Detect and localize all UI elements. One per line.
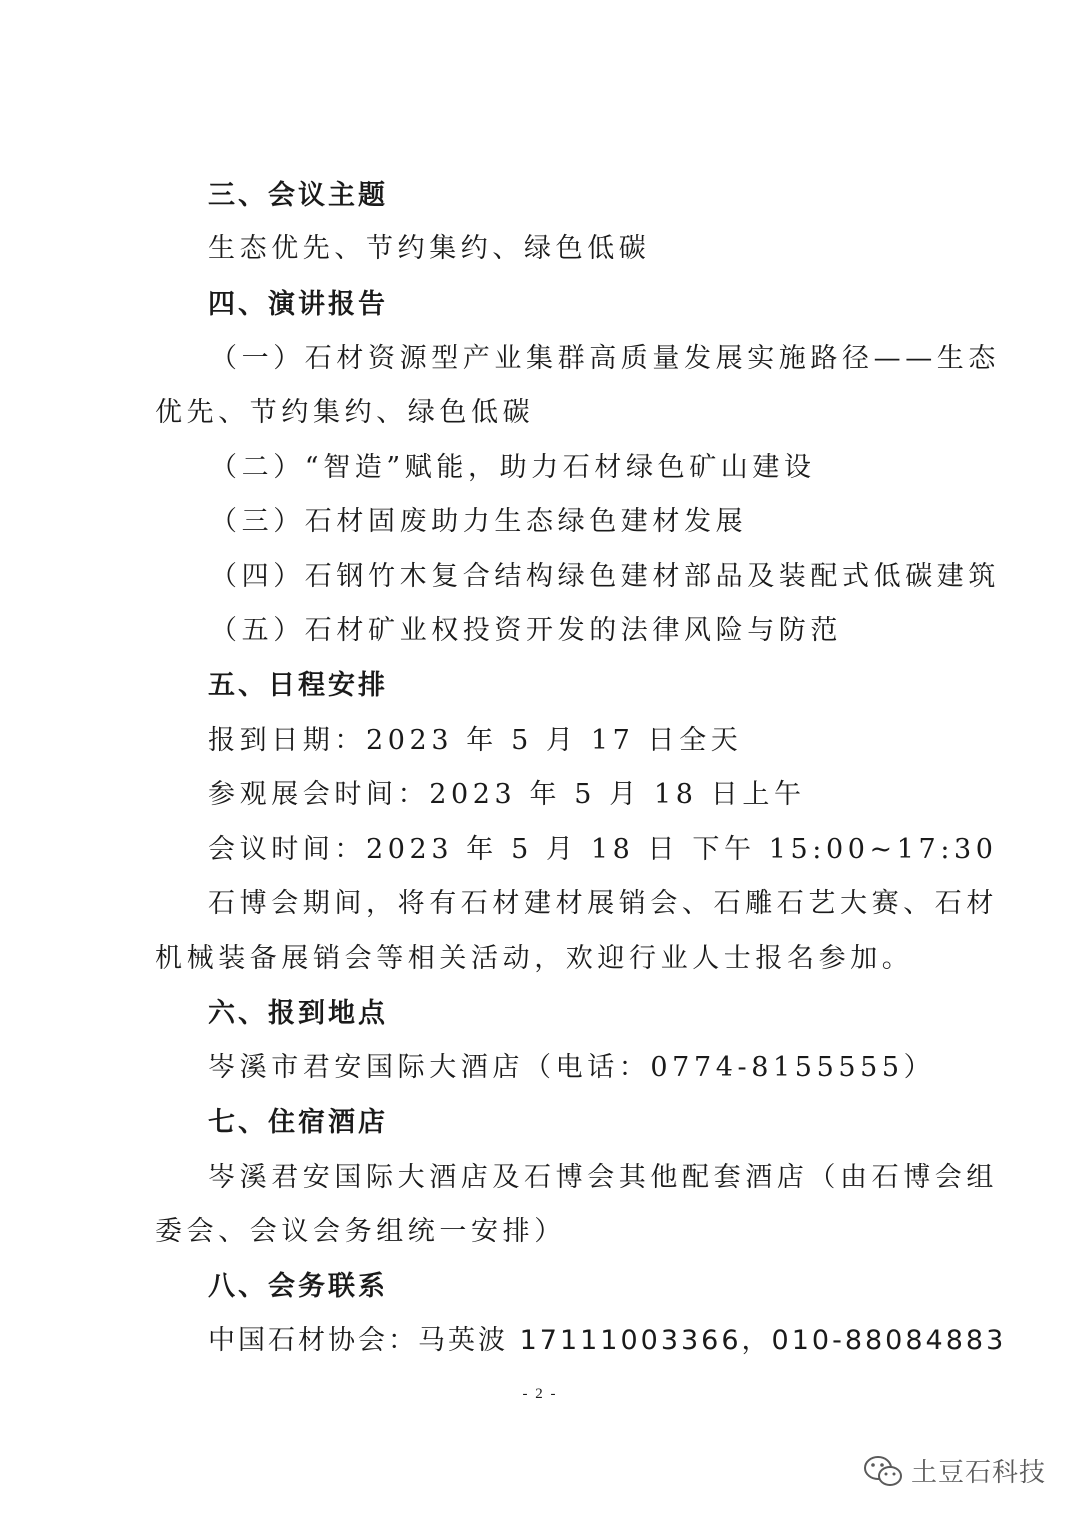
section-heading-reports: 四、演讲报告 [208, 289, 388, 320]
report-item-3: （三）石材固废助力生态绿色建材发展 [210, 506, 748, 537]
report-item-2: （二）“智造”赋能，助力石材绿色矿山建设 [210, 452, 816, 483]
report-item-1-cont: 优先、节约集约、绿色低碳 [155, 397, 535, 428]
schedule-activities-cont: 机械装备展销会等相关活动，欢迎行业人士报名参加。 [155, 943, 914, 974]
watermark [863, 1452, 1046, 1489]
contact-text: 中国石材协会：马英波 17111003366，010-88084883 [208, 1325, 1007, 1356]
theme-text: 生态优先、节约集约、绿色低碳 [208, 233, 651, 264]
location-text: 岑溪市君安国际大酒店（电话：0774-8155555） [208, 1052, 936, 1083]
page-number: - 2 - [522, 1386, 558, 1402]
schedule-meeting: 会议时间：2023 年 5 月 18 日 下午 15:00~17:30 [208, 834, 998, 865]
report-item-1: （一）石材资源型产业集群高质量发展实施路径——生态 [210, 343, 1000, 374]
report-item-4: （四）石钢竹木复合结构绿色建材部品及装配式低碳建筑 [210, 561, 1000, 592]
schedule-exhibition: 参观展会时间：2023 年 5 月 18 日上午 [208, 779, 806, 810]
section-heading-location: 六、报到地点 [208, 998, 388, 1029]
section-heading-schedule: 五、日程安排 [208, 670, 388, 701]
hotel-text-cont: 委会、会议会务组统一安排） [155, 1216, 566, 1247]
section-heading-hotel: 七、住宿酒店 [208, 1107, 388, 1138]
report-item-5: （五）石材矿业权投资开发的法律风险与防范 [210, 615, 842, 646]
hotel-text: 岑溪君安国际大酒店及石博会其他配套酒店（由石博会组 [208, 1162, 998, 1193]
schedule-activities: 石博会期间，将有石材建材展销会、石雕石艺大赛、石材 [208, 888, 998, 919]
watermark-text: 土豆石科技 [910, 1458, 1046, 1488]
wechat-icon [863, 1454, 903, 1488]
schedule-registration: 报到日期：2023 年 5 月 17 日全天 [208, 725, 743, 756]
section-heading-theme: 三、会议主题 [208, 180, 388, 211]
section-heading-contact: 八、会务联系 [208, 1271, 388, 1302]
